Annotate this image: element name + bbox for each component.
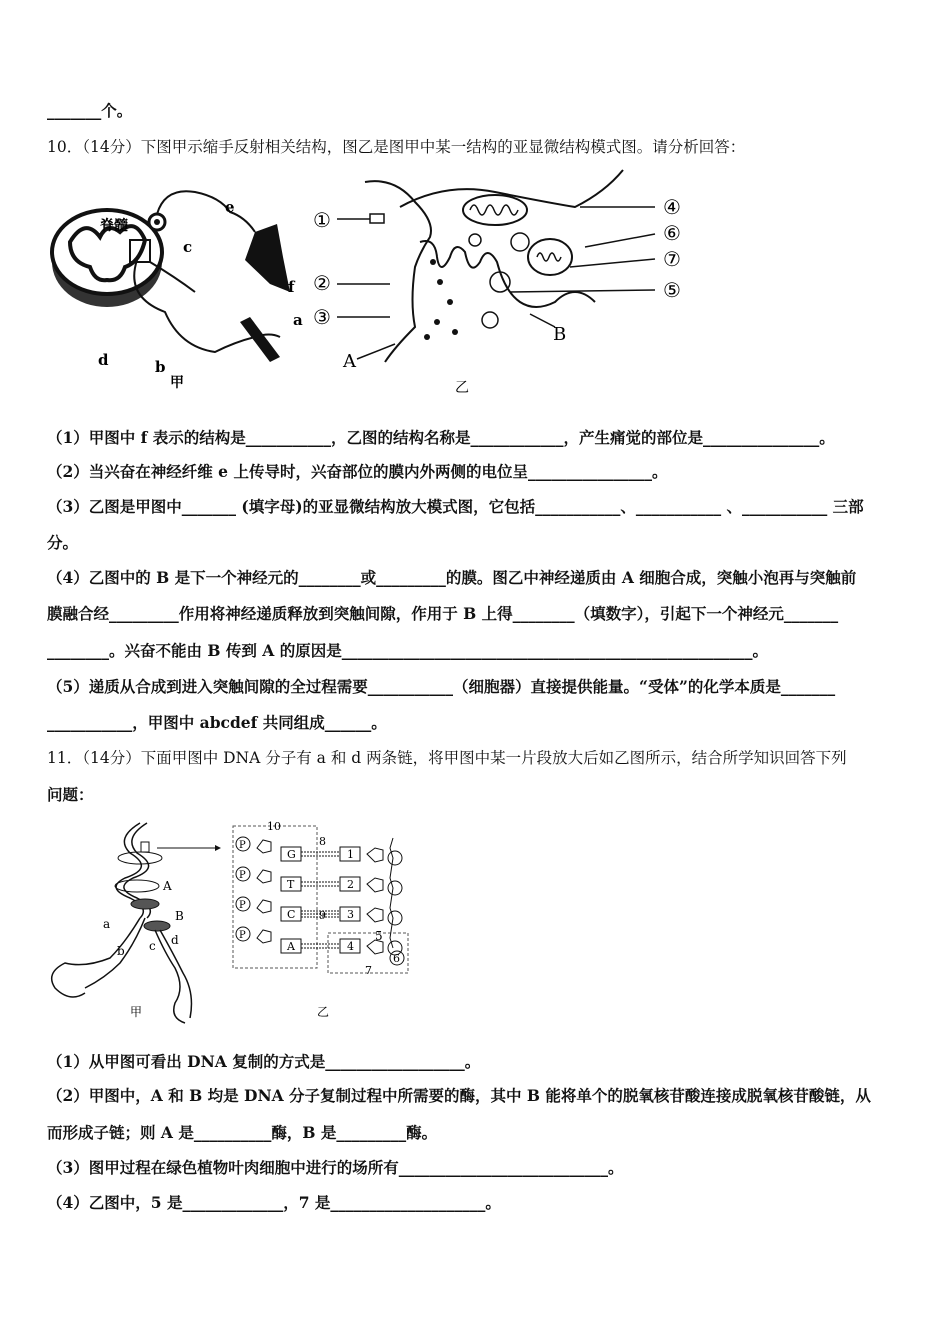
caption-yi-2: 乙 xyxy=(317,1005,330,1019)
phosphate-3: P xyxy=(239,900,246,911)
label-n3: ③ xyxy=(313,305,331,329)
question-10-4b: 膜融合经_________作用将神经递质释放到突触间隙，作用于 B 上得________（填数字），引起下一个神经元_______ xyxy=(47,604,839,623)
label-chain-c: c xyxy=(149,939,156,953)
label-n4: ④ xyxy=(663,195,681,219)
base-right-3: 3 xyxy=(347,908,354,921)
caption-jia-2: 甲 xyxy=(130,1005,143,1019)
dna-replication-fork-diagram xyxy=(52,823,221,1023)
reflex-arc-diagram xyxy=(52,191,303,391)
caption-jia-1: 甲 xyxy=(170,375,184,391)
label-5: 5 xyxy=(375,929,383,943)
figure-dna-replication xyxy=(45,818,425,1028)
label-d: d xyxy=(98,351,109,369)
label-e: e xyxy=(225,198,235,216)
label-A: A xyxy=(343,351,356,372)
label-c: c xyxy=(183,238,193,256)
question-11-3: （3）图甲过程在绿色植物叶肉细胞中进行的场所有___________________________。 xyxy=(47,1158,624,1177)
label-enzyme-A: A xyxy=(163,879,172,893)
base-right-2: 2 xyxy=(347,878,354,891)
question-10-4a: （4）乙图中的 B 是下一个神经元的________或_________的膜。图乙中神经递质由 A 细胞合成，突触小泡再与突触前 xyxy=(47,568,857,587)
question-11-2b: 而形成子链；则 A 是__________酶，B 是_________酶。 xyxy=(47,1123,438,1142)
label-b: b xyxy=(155,358,166,376)
question-11-1: （1）从甲图可看出 DNA 复制的方式是__________________。 xyxy=(47,1052,481,1071)
dna-segment-diagram xyxy=(233,820,408,1019)
label-6: 6 xyxy=(393,952,400,965)
question-10-2: （2）当兴奋在神经纤维 e 上传导时，兴奋部位的膜内外两侧的电位呈________________。 xyxy=(47,462,668,481)
label-n2: ② xyxy=(313,271,331,295)
label-n5: ⑤ xyxy=(663,278,681,302)
label-9: 9 xyxy=(319,909,326,922)
question-10-5b: ___________，甲图中 abcdef 共同组成______。 xyxy=(47,713,387,732)
question-10-5a: （5）递质从合成到进入突触间隙的全过程需要___________（细胞器）直接提供能量。“受体”的化学本质是_______ xyxy=(47,677,836,696)
synapse-diagram xyxy=(313,170,681,396)
label-chain-a: a xyxy=(103,917,111,931)
phosphate-1: P xyxy=(239,840,246,851)
question-11-4: （4）乙图中，5 是_____________，7 是____________________。 xyxy=(47,1193,501,1212)
question-10-stem: 10．（14分）下图甲示缩手反射相关结构，图乙是图甲中某一结构的亚显微结构模式图。请分析回答： xyxy=(47,138,746,156)
question-11-2a: （2）甲图中，A 和 B 均是 DNA 分子复制过程中所需要的酶，其中 B 能将单个的脱氧核苷酸连接成脱氧核苷酸链，从 xyxy=(47,1086,871,1105)
base-right-1: 1 xyxy=(347,848,354,861)
label-f: f xyxy=(288,278,295,296)
question-11-stem-a: 11．（14分）下面甲图中 DNA 分子有 a 和 d 两条链，将甲图中某一片段放大后如乙图所示，结合所学知识回答下列 xyxy=(47,749,847,767)
strand-row-2 xyxy=(236,867,402,895)
label-n1: ① xyxy=(313,208,331,232)
phosphate-2: P xyxy=(239,870,246,881)
phosphate-4: P xyxy=(239,930,246,941)
caption-yi-1: 乙 xyxy=(455,380,469,396)
label-8: 8 xyxy=(319,835,326,848)
base-left-2: T xyxy=(287,878,295,891)
label-spinal-cord: 脊髓 xyxy=(100,218,128,234)
label-n6: ⑥ xyxy=(663,221,681,245)
base-right-4: 4 xyxy=(347,940,354,953)
label-n7: ⑦ xyxy=(663,247,681,271)
question-10-4c: ________。兴奋不能由 B 传到 A 的原因是_____________________________________________________。 xyxy=(47,641,768,660)
label-a: a xyxy=(293,311,303,329)
label-chain-d: d xyxy=(171,933,179,947)
question-10-1: （1）甲图中 f 表示的结构是___________，乙图的结构名称是____________，产生痛觉的部位是_______________。 xyxy=(47,428,835,447)
text-line-prev-answer: _______个。 xyxy=(47,101,133,120)
label-enzyme-B: B xyxy=(175,909,184,923)
question-10-3b: 分。 xyxy=(47,533,79,552)
label-10: 10 xyxy=(267,820,281,833)
label-B: B xyxy=(553,324,567,345)
label-chain-b: b xyxy=(117,944,125,958)
base-left-3: C xyxy=(287,908,296,921)
base-left-1: G xyxy=(287,848,296,861)
base-left-4: A xyxy=(287,940,295,953)
label-7: 7 xyxy=(365,964,372,977)
question-11-stem-b: 问题： xyxy=(47,785,94,804)
figure-reflex-synapse xyxy=(45,162,715,402)
question-10-3a: （3）乙图是甲图中_______ (填字母)的亚显微结构放大模式图，它包括___________、___________ 、___________ 三部 xyxy=(47,497,864,516)
